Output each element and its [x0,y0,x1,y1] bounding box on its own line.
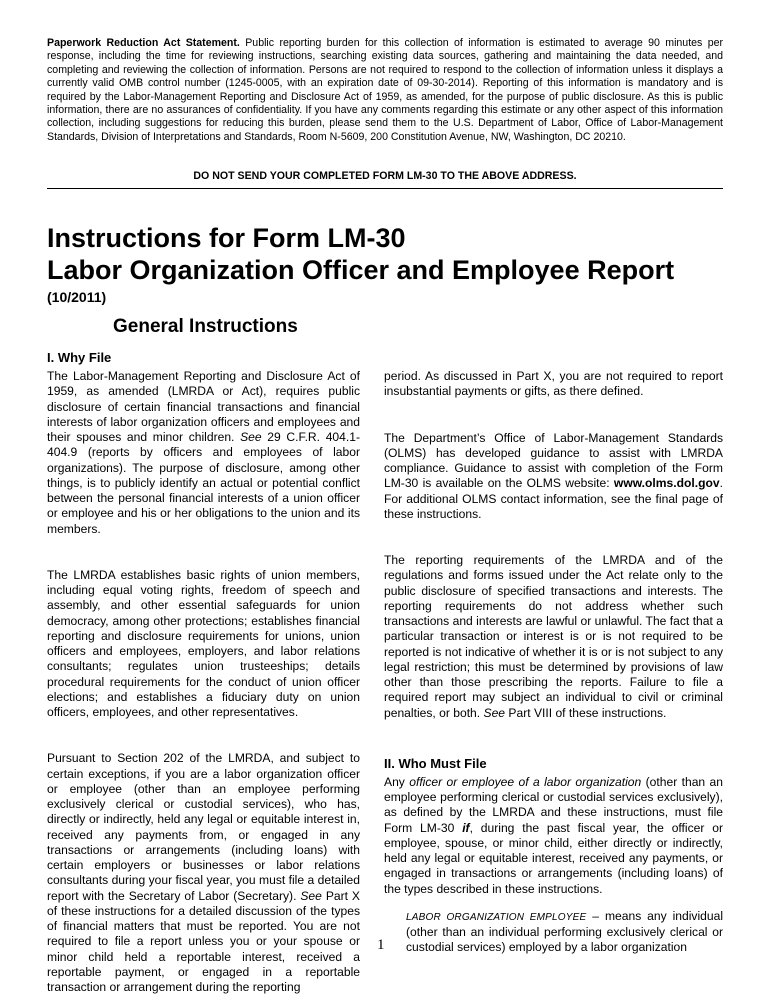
definition-term: LABOR ORGANIZATION EMPLOYEE [406,911,587,923]
text: , during the past fiscal year, the officer or employee, spouse, or minor child, either directly or indirectly, held any legal or equitable interest, received any payments, or engaged in transactions or arrangements (including loans) of the types described in these instructions. [384,820,723,896]
right-column [384,350,723,956]
text: The Labor-Management Reporting and Disclosure Act of 1959, as amended (LMRDA or Act), requires public disclosure of certain financial transactions and financial interests of labor organization officers and employees and their spouses and minor children. [47,369,360,444]
horizontal-rule [47,188,723,189]
text: Part X of these instructions for a detailed discussion of the types of financial matters that must be reported. You are not required to file a report unless you or your spouse or minor child held a reportable interest, received a reportable payment, or engaged in a reportable transaction or arrangement during the reporting [47,888,360,994]
revision-date: (10/2011) [47,289,107,305]
document-title [47,222,747,286]
text: The Department’s Office of Labor-Management Standards (OLMS) has developed guidance to assist with LMRDA compliance. Guidance to assist with completion of the Form LM-30 is available on the OLMS website: [384,430,723,491]
title-line-1: Instructions for Form LM-30 [47,223,406,253]
text: . For additional OLMS contact information, see the final page of these instructions. [384,476,723,521]
see-ref: See [300,888,322,903]
paragraph-olms-guidance [384,431,723,523]
text: Pursuant to Section 202 of the LMRDA, and subject to certain exceptions, if you are a labor organization officer or employee (other than an employee performing exclusively clerical or custodial services), who has, directly or indirectly, held any legal or equitable interest in, received any payments from, or engaged in any transactions or arrangements (including loans) with certain employers or businesses or labor relations consultants during your fiscal year, you must file a detailed report with the Secretary of Labor (Secretary). [47,751,360,903]
definition-labor-organization-employee [384,909,723,956]
section-title-general-instructions: General Instructions [113,316,298,337]
see-ref: See [483,705,506,720]
olms-website-link[interactable]: www.olms.dol.gov [613,476,720,491]
text: Part VIII of these instructions. [505,705,667,720]
text: Any [384,774,410,789]
text: The reporting requirements of the LMRDA and of the regulations and forms issued under the Act relate only to the public disclosure of specified transactions and interests. The reporting requirements do not address whether such transactions and interests are lawful or unlawful. The fact that a particular transaction or interest is or is not required to be reported is not indicative of whether it is or is not subject to any legal restriction; this must be determined by provisions of law other than those prescribing the reports. Failure to file a required report may subject an individual to civil or criminal penalties, or both. [384,553,723,720]
heading-why-file: I. Why File [47,350,112,365]
italic-term: officer or employee of a labor organization [409,774,642,789]
paragraph-section-202 [47,751,360,995]
title-line-2: Labor Organization Officer and Employee Report [47,255,675,285]
definition-text: – means any individual (other than an individual performing exclusively clerical or custodial services) employed by a labor organization [406,908,724,955]
pra-text: Public reporting burden for this collection of information is estimated to average 90 minutes per response, including the time for reviewing instructions, searching existing data sources, gathering and maintaining the data needed, and completing and reviewing the collection of information. Persons are not required to respond to the collection of information unless it displays a currently valid OMB control number (1245-0005, with an expiration date of 09-30-2014). Reporting of this information is mandatory and is required by the Labor-Management Reporting and Disclosure Act of 1959, as amended, for the purpose of public disclosure. As this is public information, there are no assurances of confidentiality. If you have any comments regarding this estimate or any other aspect of this information collection, including suggestions for reducing this burden, please send them to the U.S. Department of Labor, Office of Labor-Management Standards, Division of Interpretations and Standards, Room N-5609, 200 Constitution Avenue, NW, Washington, DC 20210. [47,37,723,143]
paragraph-insubstantial-payments: period. As discussed in Part X, you are not required to report insubstantial payments or gifts, as there defined. [384,369,723,399]
emphasis-if: if [462,820,470,835]
paperwork-reduction-statement [47,37,723,144]
paragraph-who-must-file [384,775,723,897]
left-column [47,350,360,995]
paragraph-lmrda-disclosure [47,369,360,537]
pra-heading: Paperwork Reduction Act Statement. [47,37,240,49]
paragraph-lmrda-rights: The LMRDA establishes basic rights of union members, including equal voting rights, freedom of speech and assembly, and other essential safeguards for union democracy, among other protections; establishes financial reporting and disclosure requirements for unions, union officers and employees, employers, and labor relations consultants; regulates union trusteeships; details procedural requirements for the conduct of union officer elections; and establishes a fiduciary duty on union officers, employees, and other representatives. [47,567,360,719]
text: (other than an employee performing clerical or custodial services exclusively), as defined by the LMRDA and these instructions, must file Form LM-30 [384,774,723,835]
see-ref: See [240,430,262,444]
page-number: 1 [377,937,385,953]
text: 29 C.F.R. 404.1-404.9 (reports by officers and employees of labor organizations). The purpose of disclosure, among other things, is to publicly identify an actual or potential conflict between the personal financial interests of a union officer or employee and his or her obligations to the union and its members. [47,430,360,536]
heading-who-must-file: II. Who Must File [384,755,487,771]
do-not-send-notice: DO NOT SEND YOUR COMPLETED FORM LM-30 TO THE ABOVE ADDRESS. [193,170,577,182]
paragraph-reporting-requirements [384,553,723,721]
